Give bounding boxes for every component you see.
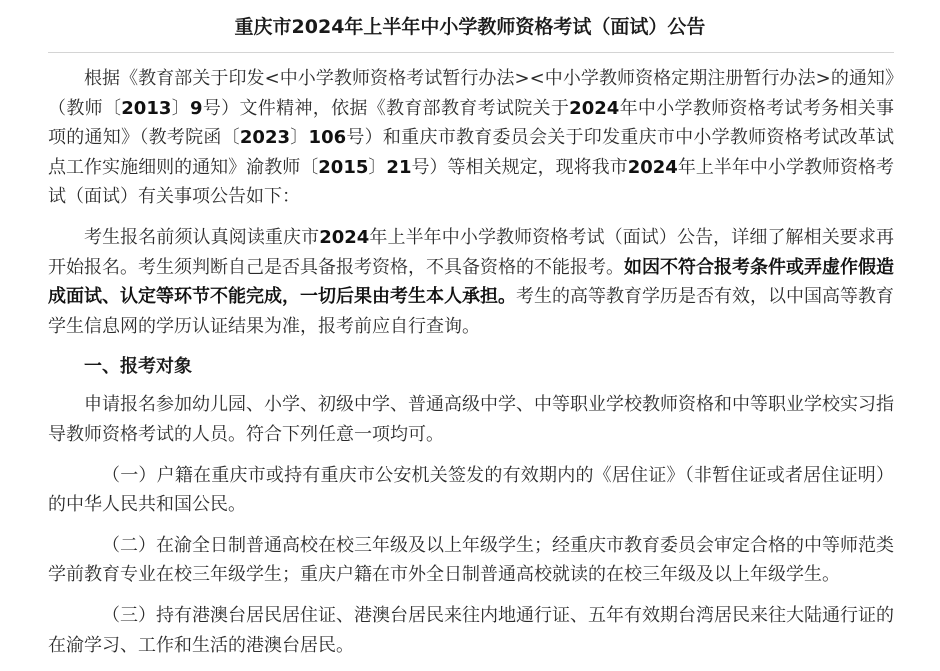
paragraph-text: 根据《教育部关于印发<中小学教师资格考试暂行办法><中小学教师资格定期注册暂行办法>的通知》（教师〔 — [48, 68, 894, 119]
paragraph-text: 考生的高等教育学历是否有效，以中国高等教育学生信息网的学历认证结果为准，报考前应自行查询。 — [48, 286, 894, 337]
paragraph-text: 号）等相关规定，现将我市 — [411, 156, 628, 178]
emphasis-text: 106 — [308, 127, 347, 149]
paragraph-text: 考生报名前须认真阅读重庆市 — [84, 226, 320, 248]
title-divider — [48, 52, 894, 53]
page-title: 重庆市2024年上半年中小学教师资格考试（面试）公告 — [234, 16, 706, 38]
section-heading: 一、报考对象 — [84, 356, 192, 378]
intro-paragraph — [48, 64, 894, 212]
notice-paragraph — [48, 223, 894, 341]
paragraph-text: 〕 — [290, 127, 309, 149]
paragraph-text: 年中小学教师资格考试考务相关事项的通知》（教考院函〔 — [48, 97, 895, 149]
section-intro: 申请报名参加幼儿园、小学、初级中学、普通高级中学、中等职业学校教师资格和中等职业学校实习指导教师资格考试的人员。符合下列任意一项均可。 — [48, 394, 894, 445]
paragraph-text: 〕 — [171, 97, 191, 119]
emphasis-text: 2024 — [319, 226, 370, 248]
paragraph-text: 号）文件精神，依据《教育部教育考试院关于 — [202, 97, 570, 119]
emphasis-text: 2024 — [627, 156, 678, 178]
paragraph-text: 年上半年中小学教师资格考试（面试）有关事项公告如下： — [48, 156, 895, 208]
emphasis-text: 21 — [386, 156, 412, 178]
eligibility-item-3: （三）持有港澳台居民居住证、港澳台居民来往内地通行证、五年有效期台湾居民来往大陆通行证的在渝学习、工作和生活的港澳台居民。 — [48, 604, 894, 656]
emphasis-text: 9 — [190, 97, 203, 119]
emphasis-text: 2013 — [121, 97, 172, 119]
emphasis-text: 2015 — [318, 156, 369, 178]
paragraph-text: 年上半年中小学教师资格考试（面试）公告，详细了解相关要求再开始报名。考生须判断自己是否具备报考资格，不具备资格的不能报考。 — [48, 226, 894, 278]
emphasis-text: 2024 — [569, 97, 620, 119]
document-body — [48, 64, 894, 671]
emphasis-text: 如因不符合报考条件或弄虚作假造成面试、认定等环节不能完成，一切后果由考生本人承担。 — [48, 256, 894, 308]
eligibility-item-1: （一）户籍在重庆市或持有重庆市公安机关签发的有效期内的《居住证》（非暂住证或者居住证明）的中华人民共和国公民。 — [48, 464, 894, 516]
eligibility-item-2: （二）在渝全日制普通高校在校三年级及以上年级学生；经重庆市教育委员会审定合格的中等师范类学前教育专业在校三年级学生；重庆户籍在市外全日制普通高校就读的在校三年级及以上年级学生。 — [48, 534, 894, 586]
emphasis-text: 2023 — [239, 127, 291, 149]
paragraph-text: 〕 — [368, 156, 387, 178]
paragraph-text: 号）和重庆市教育委员会关于印发重庆市中小学教师资格考试改革试点工作实施细则的通知》渝教师〔 — [48, 127, 895, 178]
